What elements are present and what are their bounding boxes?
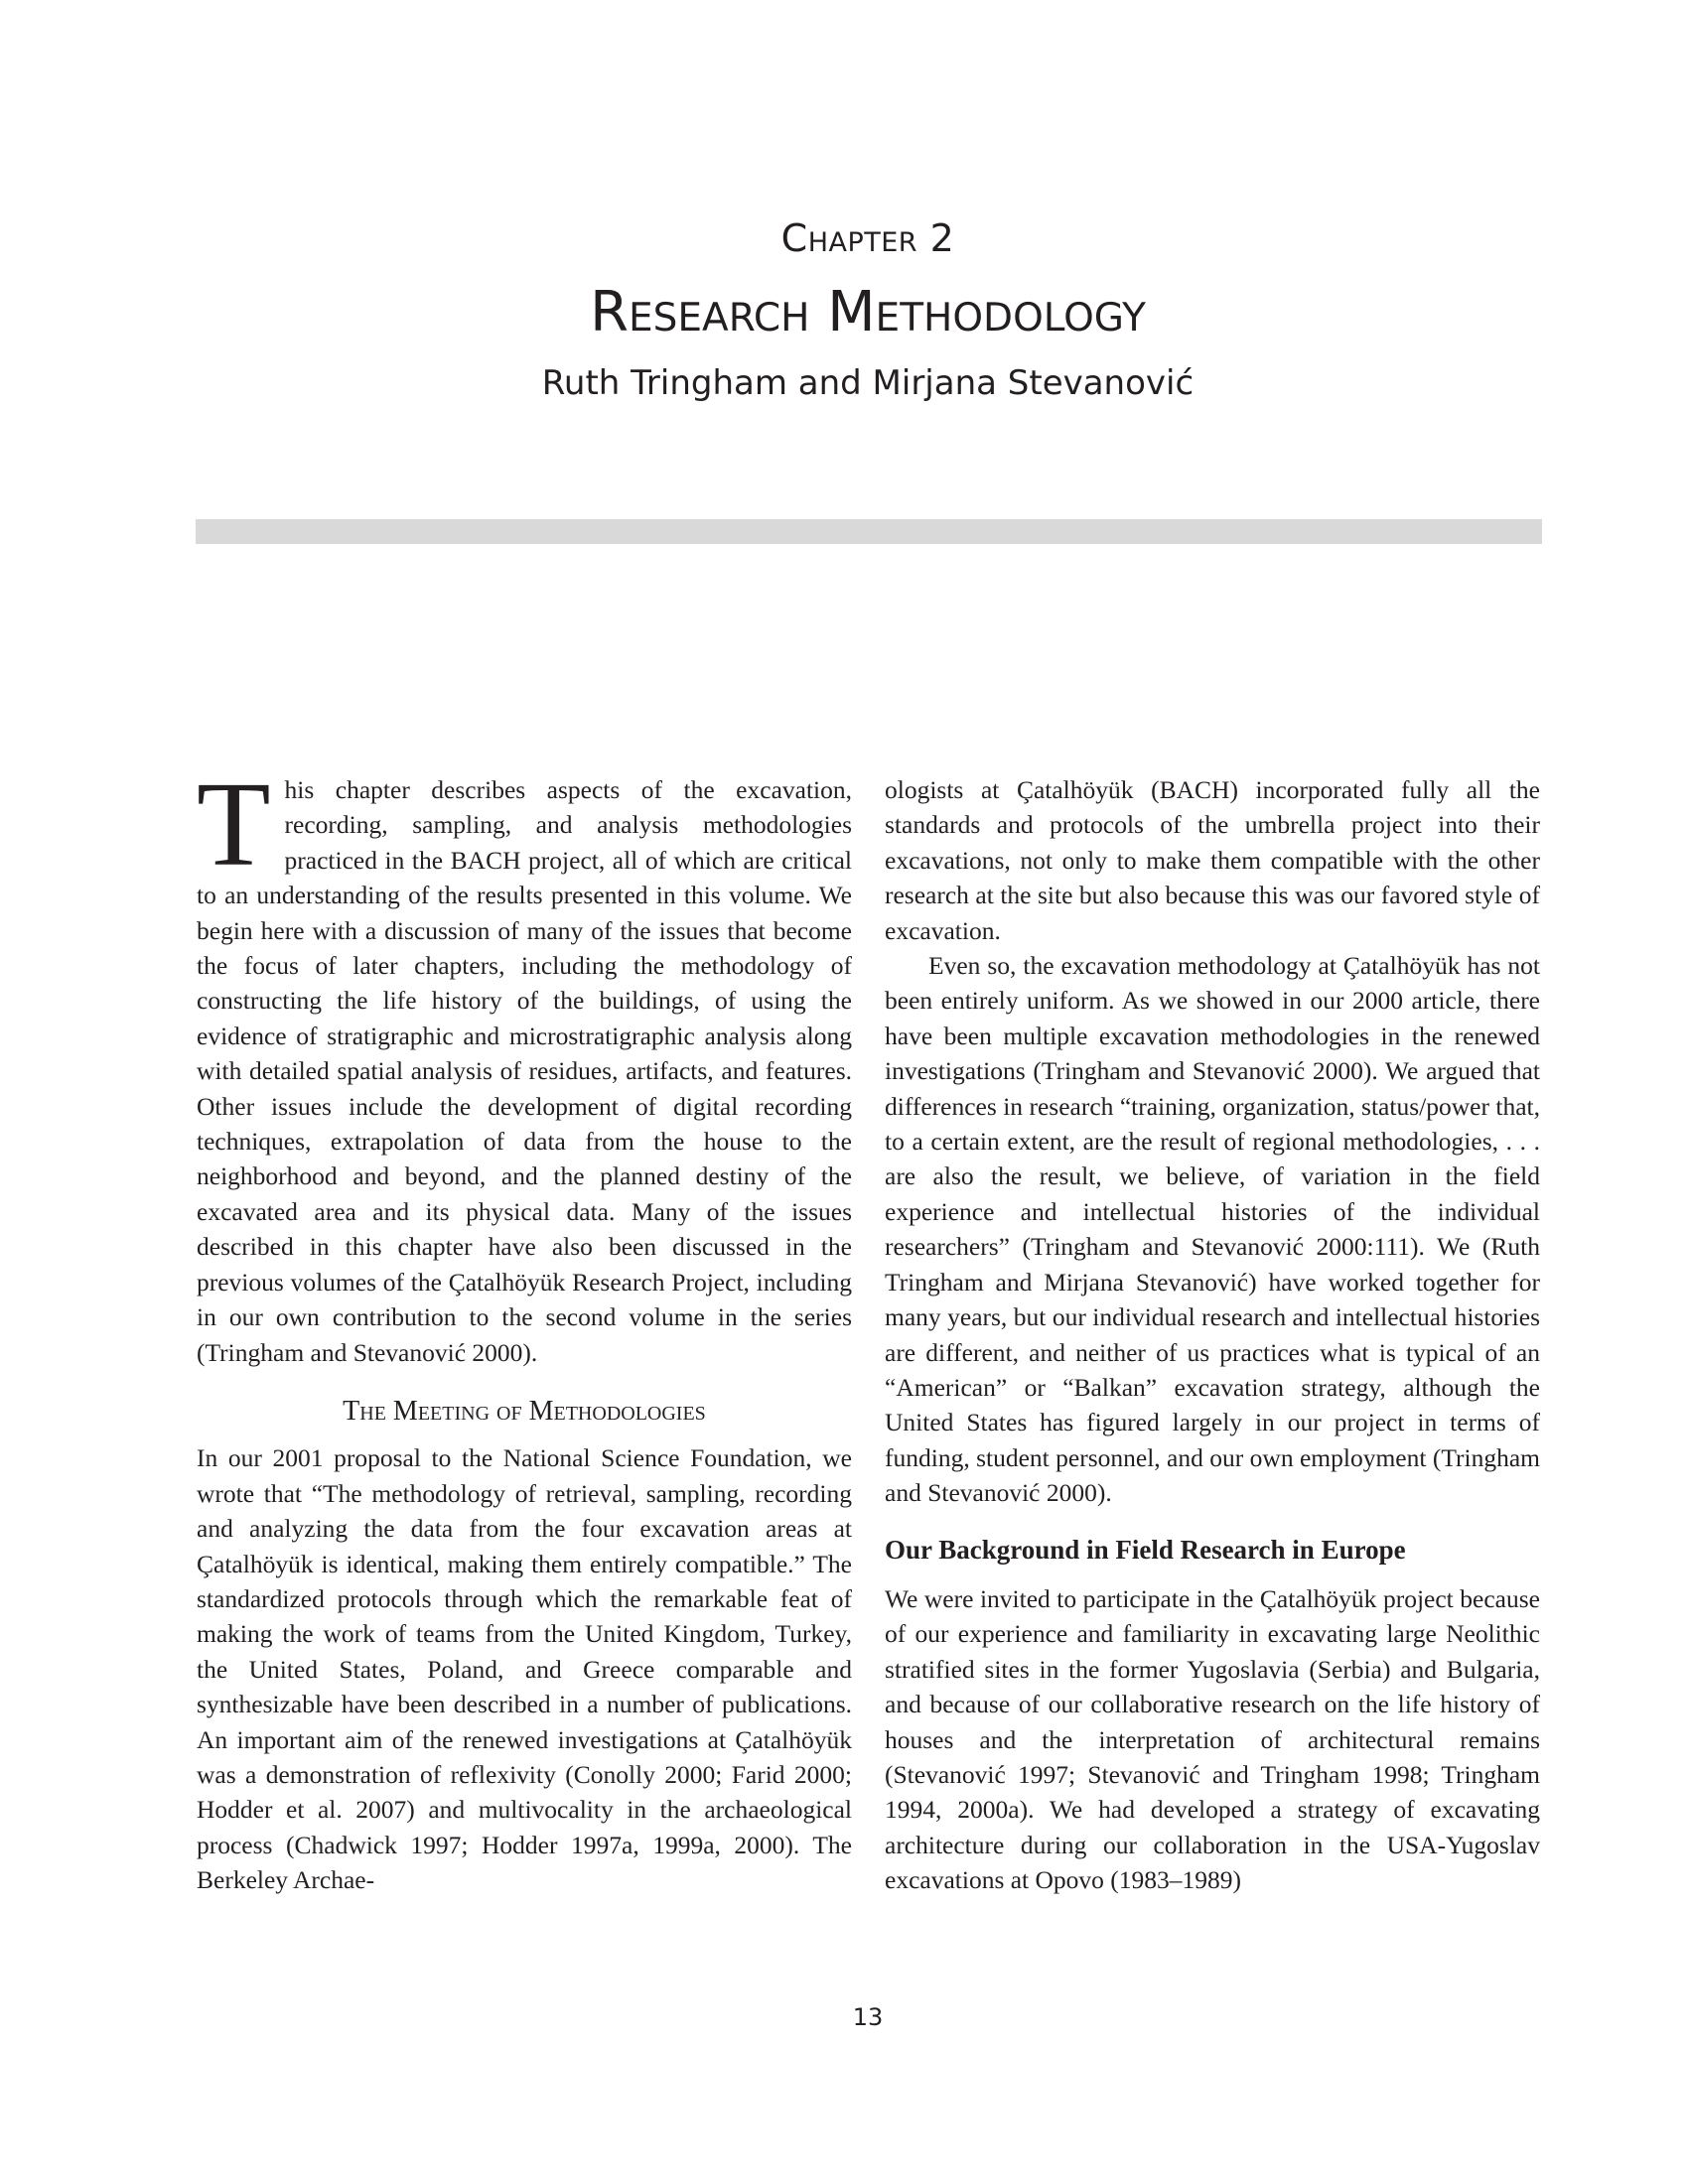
drop-cap: T (197, 757, 271, 891)
page-number: 13 (852, 2003, 884, 2031)
chapter-title: Research Methodology (590, 280, 1146, 344)
continued-paragraph: ologists at Çatalhöyük (BACH) incorporated fully all the standards and protocols of the umbrella project into their excavations, not only to make them compatible with the other research at the site but also because this was our favored style of excavation. (885, 775, 1540, 945)
chapter-authors: Ruth Tringham and Mirjana Stevanović (541, 363, 1195, 403)
subsection-heading: Our Background in Field Research in Europe (885, 1534, 1406, 1565)
header-divider-bar (196, 519, 1542, 544)
subsection-paragraph: We were invited to participate in the Çatalhöyük project because of our experience and familiarity in excavating large Neolithic stratified sites in the former Yugoslavia (Serbia) and Bulgaria, and because of our collaborative research on the life history of houses and the interpretation of architectural remains (Stevanović 1997; Stevanović and Tringham 1998; Tringham 1994, 2000a). We had developed a strategy of excavating architecture during our collaboration in the USA-Yugoslav excavations at Opovo (1983–1989) (885, 1583, 1540, 1895)
left-text-column (197, 757, 852, 1898)
body-paragraph: Even so, the excavation methodology at Çatalhöyük has not been entirely uniform. As we showed in our 2000 article, there have been multiple excavation methodologies in the renewed investigations (Tringham and Stevanović 2000). We argued that differences in research “training, organization, status/power that, to a certain extent, are the result of regional methodologies, . . . are also the result, we believe, of variation in the field experience and intellectual histories of the individual researchers” (Tringham and Stevanović 2000:111). We (Ruth Tringham and Mirjana Stevanović) have worked together for many years, but our individual research and intellectual histories are different, and neither of us practices what is typical of an “American” or “Balkan” excavation strategy, although the United States has figured largely in our project in terms of funding, student personnel, and our own employment (Tringham and Stevanović 2000). (885, 951, 1540, 1508)
intro-paragraph-text: his chapter describes aspects of the excavation, recording, sampling, and analysis methodologies practiced in the BACH project, all of which are critical to an understanding of the results presented in this volume. We begin here with a discussion of many of the issues that become the focus of later chapters, including the methodology of constructing the life history of the buildings, of using the evidence of stratigraphic and microstratigraphic analysis along with detailed spatial analysis of residues, artifacts, and features. Other issues include the development of digital recording techniques, extrapolation of data from the house to the neighborhood and beyond, and the planned destiny of the excavated area and its physical data. Many of the issues described in this chapter have also been discussed in the previous volumes of the Çatalhöyük Research Project, including in our own contribution to the second volume in the series (Tringham and Stevanović 2000). (197, 775, 852, 1367)
right-text-column (885, 772, 1540, 1898)
section-heading: The Meeting of Methodologies (343, 1395, 706, 1427)
intro-paragraph (197, 757, 852, 1370)
chapter-label: Chapter 2 (780, 216, 955, 260)
section-paragraph: In our 2001 proposal to the National Science Foundation, we wrote that “The methodology of retrieval, sampling, recording and analyzing the data from the four excavation areas at Çatalhöyük is identical, making them entirely compatible.” The standardized protocols through which the remarkable feat of making the work of teams from the United Kingdom, Turkey, the United States, Poland, and Greece comparable and synthesizable have been described in a number of publications. An important aim of the renewed investigations at Çatalhöyük was a demonstration of reflexivity (Conolly 2000; Farid 2000; Hodder et al. 2007) and multivocality in the archaeological process (Chadwick 1997; Hodder 1997a, 1999a, 2000). The Berkeley Archae- (197, 1443, 852, 1895)
